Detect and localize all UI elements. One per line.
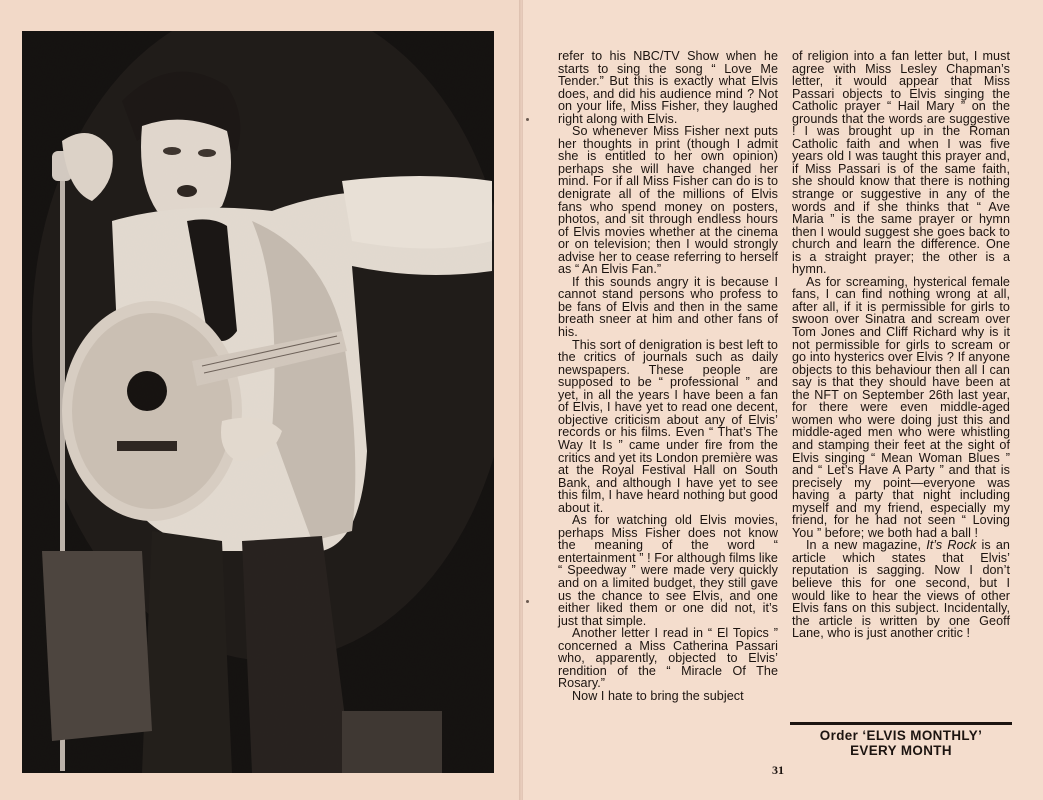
subscription-advert xyxy=(790,722,1012,758)
text-run: In a new magazine, xyxy=(806,538,927,553)
paragraph: As for watching old Elvis movies, perhaps Miss Fisher does not know the meaning of the word “ entertainment ” ! For although films like “ Speedway ” were made very quickly and on a limited budget, they still gave us the chance to see Elvis, and one either liked them or one did not, it’s just that simple. xyxy=(558,513,778,628)
article-column-1 xyxy=(558,50,778,702)
left-page xyxy=(0,0,521,800)
advert-line-1: Order ‘ELVIS MONTHLY’ xyxy=(819,728,983,743)
paragraph: So whenever Miss Fisher next puts her thoughts in print (though I admit she is entitled to her own opinion) perhaps she will have changed her mind. For if all Miss Fisher can do is to denigrate all of the millions of Elvis fans who spend money on posters, photos, and sit through endless hours of Elvis movies whether at the cinema or on television; then I would strongly advise her to cease referring to herself as “ An Elvis Fan.” xyxy=(558,124,778,277)
photo-illustration xyxy=(22,31,494,773)
advert-line-2: EVERY MONTH xyxy=(850,743,952,758)
paragraph: As for screaming, hysterical female fans, I can find nothing wrong at all, after all, if it is permissible for girls to swoon over Sinatra and scream over Tom Jones and Cliff Richard why is it not permissible for girls to scream or go into hysterics over Elvis ? If anyone objects to this behaviour then all I can say is that they should have been at the NFT on September 26th last year, for there were even middle-aged women who were doing just this and middle-aged men who were whistling and stamping their feet at the sight of Elvis singing “ Mean Woman Blues ” and “ Let’s Have A Party ” and that is precisely my point—everyone was having a party that night including myself and my friend, especially my friend, for he had not seen “ Loving You ” before; we both had a ball ! xyxy=(792,274,1010,540)
paragraph: If this sounds angry it is because I cannot stand persons who profess to be fans of Elvis and then in the same breath sneer at him and other fans of his. xyxy=(558,274,778,340)
text-run: is an article which states that Elvis’ reputation is sagging. Now I don’t believe this for one second, but I would like to hear the views of other Elvis fans on this subject. Incidentally, the article is written by one Geoff Lane, who is just another critic ! xyxy=(792,538,1010,641)
page-number: 31 xyxy=(772,763,784,777)
paragraph: Another letter I read in “ El Topics ” concerned a Miss Catherina Passari who, apparently, objected to Elvis’ rendition of the “ Miracle Of The Rosary.” xyxy=(558,626,778,691)
paragraph: of religion into a fan letter but, I must agree with Miss Lesley Chapman’s letter, it would appear that Miss Passari objects to Elvis singing the Catholic prayer “ Hail Mary ” on the grounds that the words are suggestive ! I was brought up in the Roman Catholic faith and when I was five years old I was taught this prayer and, if Miss Passari is of the same faith, she should know that there is nothing strange or suggestive in any of the words and if she thinks that “ Ave Maria ” is the same prayer or hymn then I would suggest she goes back to church and learn the difference. One is a straight prayer; the other is a hymn. xyxy=(792,49,1010,277)
binding-staple xyxy=(526,118,529,121)
paragraph: refer to his NBC/TV Show when he starts to sing the song “ Love Me Tender.” But this is exactly what Elvis does, and did his audience mind ? Not on your life, Miss Fisher, they laughed right along with Elvis. xyxy=(558,49,778,126)
paragraph: Now I hate to bring the subject xyxy=(572,688,744,703)
magazine-title: It’s Rock xyxy=(926,538,977,553)
binding-staple xyxy=(526,600,529,603)
article-column-2 xyxy=(792,50,1010,640)
paragraph: This sort of denigration is best left to the critics of journals such as daily newspapers. These people are supposed to be “ professional ” and yet, in all the years I have been a fan of Elvis, I have yet to read one decent, objective criticism about any of Elvis’ records or his films. Even “ That’s The Way It Is ” came under fire from the critics and yet its London première was at the Royal Festival Hall on South Bank, and although I have yet to see this film, I have heard nothing but good about it. xyxy=(558,337,778,515)
performer-with-guitar-photo xyxy=(22,31,494,773)
paragraph xyxy=(792,539,1010,639)
